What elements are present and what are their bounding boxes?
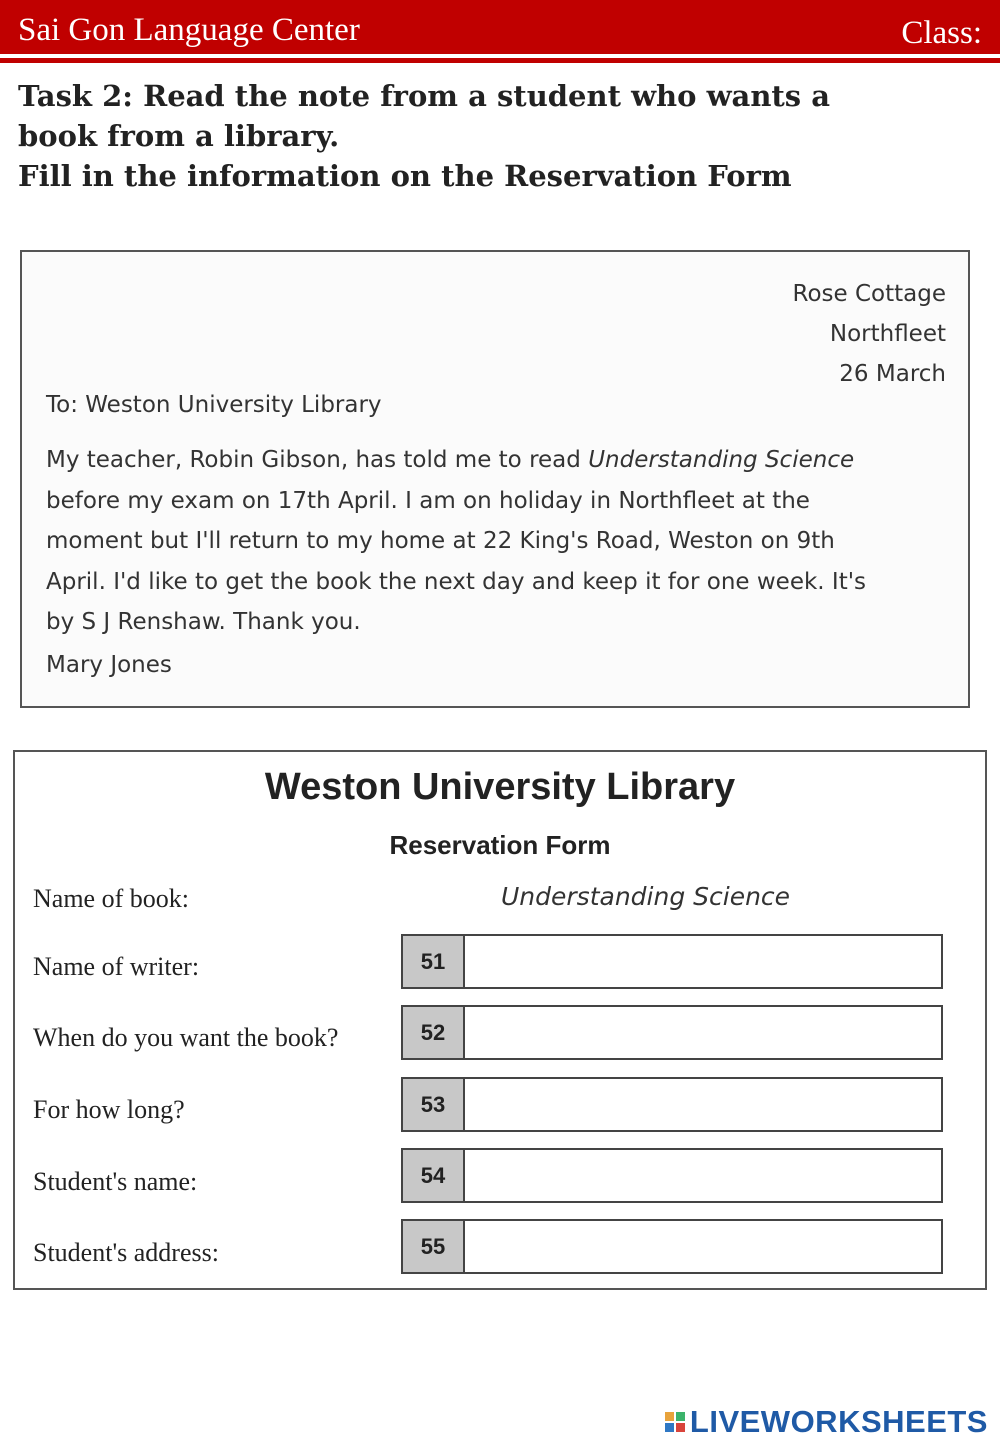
note-line: before my exam on 17th April. I am on holiday in Northfleet at the xyxy=(46,487,810,514)
note-address xyxy=(793,274,946,394)
address-line: Rose Cottage xyxy=(792,281,946,307)
question-number: 51 xyxy=(403,936,465,987)
writer-label: Name of writer: xyxy=(33,952,200,981)
form-title: Reservation Form xyxy=(389,830,611,860)
note-line: April. I'd like to get the book the next day and keep it for one week. It's xyxy=(46,568,867,595)
answer-box-55 xyxy=(401,1219,943,1274)
library-title: Weston University Library xyxy=(264,766,736,808)
note-body xyxy=(46,440,946,643)
how-long-label: For how long? xyxy=(33,1095,185,1124)
liveworksheets-logo xyxy=(665,1404,988,1440)
how-long-input[interactable] xyxy=(465,1079,941,1130)
logo-text: LIVEWORKSHEETS xyxy=(689,1404,988,1439)
answer-box-51 xyxy=(401,934,943,989)
student-address-label: Student's address: xyxy=(33,1238,219,1267)
task-line: book from a library. xyxy=(18,119,340,153)
question-number: 55 xyxy=(403,1221,465,1272)
writer-input[interactable] xyxy=(465,936,941,987)
student-name-label: Student's name: xyxy=(33,1167,198,1196)
student-note xyxy=(20,250,970,708)
note-line: moment but I'll return to my home at 22 King's Road, Weston on 9th xyxy=(46,528,835,554)
question-number: 54 xyxy=(403,1150,465,1201)
address-line: Northfleet xyxy=(829,321,946,347)
student-name-input[interactable] xyxy=(465,1150,941,1201)
reservation-form xyxy=(13,750,987,1290)
book-label: Name of book: xyxy=(33,884,189,913)
address-line: 26 March xyxy=(839,361,946,387)
logo-blocks-icon xyxy=(665,1412,685,1432)
task-instructions xyxy=(18,76,978,196)
note-text: My teacher, Robin Gibson, has told me to read xyxy=(46,447,589,473)
answer-box-53 xyxy=(401,1077,943,1132)
task-line: Task 2: Read the note from a student who wants a xyxy=(18,79,831,113)
note-line xyxy=(46,440,946,481)
center-name: Sai Gon Language Center xyxy=(18,12,360,48)
note-recipient: To: Weston University Library xyxy=(46,392,382,418)
header-divider xyxy=(0,58,1000,63)
question-number: 52 xyxy=(403,1007,465,1058)
when-label: When do you want the book? xyxy=(33,1023,339,1052)
note-signature: Mary Jones xyxy=(46,652,172,678)
task-line: Fill in the information on the Reservation Form xyxy=(18,159,792,193)
student-address-input[interactable] xyxy=(465,1221,941,1272)
note-line: by S J Renshaw. Thank you. xyxy=(46,609,361,635)
when-input[interactable] xyxy=(465,1007,941,1058)
book-title-italic: Understanding Science xyxy=(588,447,855,473)
book-value: Understanding Science xyxy=(501,882,791,911)
header-bar xyxy=(0,0,1000,54)
answer-box-52 xyxy=(401,1005,943,1060)
class-label: Class: xyxy=(901,15,982,51)
question-number: 53 xyxy=(403,1079,465,1130)
answer-box-54 xyxy=(401,1148,943,1203)
